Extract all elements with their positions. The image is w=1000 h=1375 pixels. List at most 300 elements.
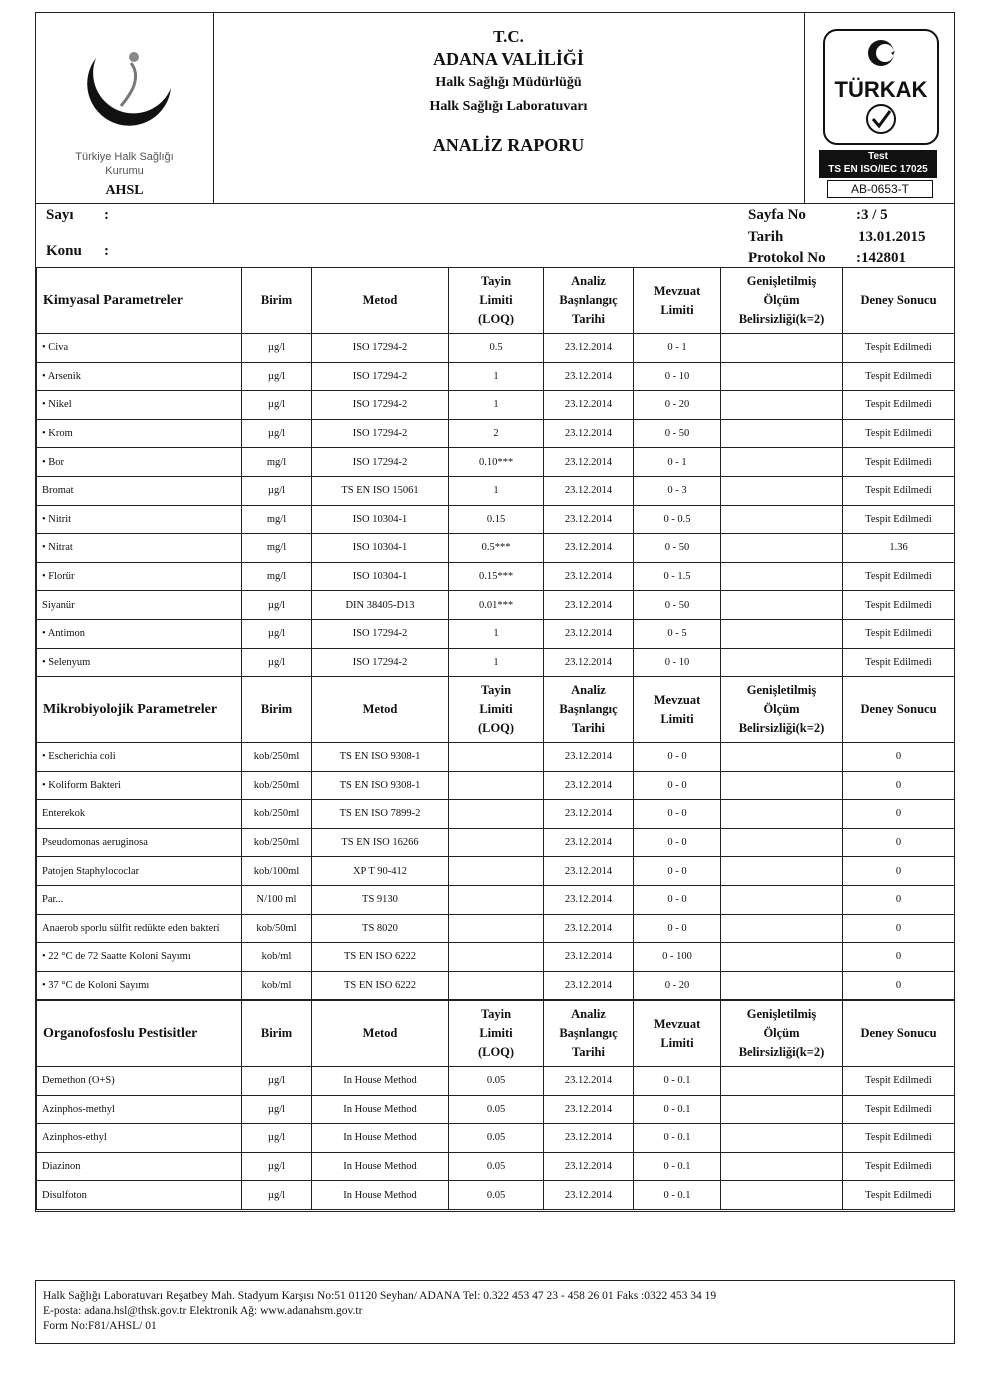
- col-gen-l1: Genişletilmiş: [746, 683, 817, 697]
- table-row: [37, 1152, 955, 1181]
- section-title: Kimyasal Parametreler: [37, 268, 242, 334]
- section-title: Organofosfoslu Pestisitler: [37, 1001, 242, 1067]
- date-cell: 23.12.2014: [544, 591, 634, 620]
- col-gen-l2: Ölçüm: [763, 1026, 800, 1040]
- sayi-colon: :: [104, 207, 109, 223]
- result-cell: 0: [843, 914, 955, 943]
- col-analiz-l2: Başnlangıç: [559, 702, 618, 716]
- unit-cell: kob/ml: [242, 971, 312, 1000]
- parameter-name: • Nikel: [37, 391, 242, 420]
- turkak-brand: TÜRKAK: [834, 77, 928, 102]
- uncertainty-cell: [721, 391, 843, 420]
- table-row: [37, 534, 955, 563]
- sayfa-value: :3 / 5: [856, 207, 888, 223]
- date-cell: 23.12.2014: [544, 828, 634, 857]
- accreditation-label: Test: [868, 151, 888, 162]
- unit-cell: kob/250ml: [242, 800, 312, 829]
- loq-cell: 1: [449, 648, 544, 677]
- sayfa-label: Sayfa No: [748, 207, 806, 223]
- date-cell: 23.12.2014: [544, 391, 634, 420]
- loq-cell: [449, 857, 544, 886]
- report-header: [36, 13, 954, 204]
- uncertainty-cell: [721, 885, 843, 914]
- method-cell: In House Method: [312, 1067, 449, 1096]
- col-gen-l3: Belirsizliği(k=2): [738, 721, 825, 735]
- date-cell: 23.12.2014: [544, 943, 634, 972]
- limit-cell: 0 - 1: [634, 334, 721, 363]
- loq-cell: [449, 743, 544, 772]
- loq-cell: 1: [449, 362, 544, 391]
- parameter-name: • Selenyum: [37, 648, 242, 677]
- col-belirsizlik: [721, 268, 843, 334]
- laboratory: Halk Sağlığı Laboratuvarı: [429, 99, 588, 114]
- date-cell: 23.12.2014: [544, 476, 634, 505]
- col-mevzuat: [634, 677, 721, 743]
- method-cell: ISO 10304-1: [312, 534, 449, 563]
- col-analiz-l3: Tarihi: [572, 312, 605, 326]
- loq-cell: 0.05: [449, 1124, 544, 1153]
- method-cell: ISO 17294-2: [312, 362, 449, 391]
- uncertainty-cell: [721, 534, 843, 563]
- institution-logo-box: [36, 13, 214, 203]
- parameter-name: • Arsenik: [37, 362, 242, 391]
- result-cell: 0: [843, 800, 955, 829]
- method-cell: ISO 17294-2: [312, 648, 449, 677]
- parameter-name: • 37 °C de Koloni Sayımı: [37, 971, 242, 1000]
- loq-cell: [449, 943, 544, 972]
- method-cell: In House Method: [312, 1152, 449, 1181]
- unit-cell: mg/l: [242, 505, 312, 534]
- col-analiz-l2: Başnlangıç: [559, 293, 618, 307]
- table-row: [37, 362, 955, 391]
- loq-cell: 1: [449, 619, 544, 648]
- konu-colon: :: [104, 243, 109, 259]
- unit-cell: µg/l: [242, 1152, 312, 1181]
- result-cell: 0: [843, 857, 955, 886]
- uncertainty-cell: [721, 619, 843, 648]
- col-loq-l3: (LOQ): [477, 1045, 515, 1059]
- report-info: [36, 203, 954, 268]
- unit-cell: µg/l: [242, 1181, 312, 1210]
- unit-cell: mg/l: [242, 534, 312, 563]
- method-cell: ISO 10304-1: [312, 562, 449, 591]
- unit-cell: µg/l: [242, 334, 312, 363]
- unit-cell: µg/l: [242, 619, 312, 648]
- result-cell: Tespit Edilmedi: [843, 391, 955, 420]
- col-analiz-l2: Başnlangıç: [559, 1026, 618, 1040]
- col-analiz-l3: Tarihi: [572, 721, 605, 735]
- col-belirsizlik: [721, 677, 843, 743]
- col-birim: Birim: [242, 677, 312, 743]
- method-cell: TS 8020: [312, 914, 449, 943]
- uncertainty-cell: [721, 828, 843, 857]
- loq-cell: [449, 800, 544, 829]
- loq-cell: 1: [449, 391, 544, 420]
- result-cell: 0: [843, 885, 955, 914]
- method-cell: TS EN ISO 6222: [312, 971, 449, 1000]
- institution-line1: Türkiye Halk Sağlığı: [75, 151, 174, 163]
- date-cell: 23.12.2014: [544, 914, 634, 943]
- uncertainty-cell: [721, 334, 843, 363]
- col-gen-l3: Belirsizliği(k=2): [738, 1045, 825, 1059]
- loq-cell: [449, 971, 544, 1000]
- result-cell: 0: [843, 971, 955, 1000]
- result-cell: Tespit Edilmedi: [843, 1124, 955, 1153]
- table-row: [37, 476, 955, 505]
- col-mevzuat-l1: Mevzuat: [653, 283, 701, 298]
- col-belirsizlik: [721, 1001, 843, 1067]
- limit-cell: 0 - 3: [634, 476, 721, 505]
- parameter-name: Bromat: [37, 476, 242, 505]
- uncertainty-cell: [721, 743, 843, 772]
- result-cell: Tespit Edilmedi: [843, 591, 955, 620]
- uncertainty-cell: [721, 419, 843, 448]
- table-row: [37, 1067, 955, 1096]
- unit-cell: kob/250ml: [242, 828, 312, 857]
- limit-cell: 0 - 20: [634, 971, 721, 1000]
- uncertainty-cell: [721, 476, 843, 505]
- result-cell: Tespit Edilmedi: [843, 1095, 955, 1124]
- tc-label: T.C.: [493, 27, 524, 46]
- table-row: [37, 828, 955, 857]
- loq-cell: 0.05: [449, 1067, 544, 1096]
- tarih-label: Tarih: [748, 229, 784, 245]
- loq-cell: 0.15: [449, 505, 544, 534]
- konu-label: Konu: [46, 243, 82, 259]
- col-analiz: [544, 1001, 634, 1067]
- date-cell: 23.12.2014: [544, 1181, 634, 1210]
- parameter-name: • 22 °C de 72 Saatte Koloni Sayımı: [37, 943, 242, 972]
- limit-cell: 0 - 50: [634, 591, 721, 620]
- date-cell: 23.12.2014: [544, 448, 634, 477]
- result-cell: Tespit Edilmedi: [843, 1152, 955, 1181]
- limit-cell: 0 - 0: [634, 885, 721, 914]
- limit-cell: 0 - 0: [634, 828, 721, 857]
- col-loq-l1: Tayin: [480, 683, 512, 697]
- result-cell: 0: [843, 771, 955, 800]
- limit-cell: 0 - 20: [634, 391, 721, 420]
- limit-cell: 0 - 10: [634, 648, 721, 677]
- limit-cell: 0 - 0: [634, 800, 721, 829]
- col-analiz-l3: Tarihi: [572, 1045, 605, 1059]
- col-mevzuat-l2: Limiti: [660, 1035, 694, 1050]
- loq-cell: [449, 771, 544, 800]
- unit-cell: N/100 ml: [242, 885, 312, 914]
- footer-form-no: Form No:F81/AHSL/ 01: [43, 1320, 157, 1332]
- col-loq: [449, 1001, 544, 1067]
- uncertainty-cell: [721, 943, 843, 972]
- governorship: ADANA VALİLİĞİ: [433, 49, 584, 69]
- institution-line2: Kurumu: [105, 165, 144, 177]
- limit-cell: 0 - 0.1: [634, 1181, 721, 1210]
- date-cell: 23.12.2014: [544, 419, 634, 448]
- result-cell: Tespit Edilmedi: [843, 448, 955, 477]
- limit-cell: 0 - 0: [634, 914, 721, 943]
- uncertainty-cell: [721, 971, 843, 1000]
- col-mevzuat: [634, 1001, 721, 1067]
- date-cell: 23.12.2014: [544, 362, 634, 391]
- result-cell: 0: [843, 743, 955, 772]
- loq-cell: 2: [449, 419, 544, 448]
- col-mevzuat-l1: Mevzuat: [653, 692, 701, 707]
- table-header-row: [37, 1001, 955, 1067]
- result-cell: Tespit Edilmedi: [843, 562, 955, 591]
- table-row: [37, 885, 955, 914]
- result-cell: 0: [843, 943, 955, 972]
- col-loq-l1: Tayin: [480, 1007, 512, 1021]
- turkak-badge: [823, 29, 939, 145]
- date-cell: 23.12.2014: [544, 1152, 634, 1181]
- table-row: [37, 800, 955, 829]
- col-mevzuat-l2: Limiti: [660, 302, 694, 317]
- uncertainty-cell: [721, 362, 843, 391]
- result-cell: Tespit Edilmedi: [843, 1067, 955, 1096]
- unit-cell: mg/l: [242, 562, 312, 591]
- table-row: [37, 505, 955, 534]
- uncertainty-cell: [721, 1152, 843, 1181]
- uncertainty-cell: [721, 771, 843, 800]
- result-cell: 0: [843, 828, 955, 857]
- unit-cell: mg/l: [242, 448, 312, 477]
- parameter-name: • Civa: [37, 334, 242, 363]
- unit-cell: µg/l: [242, 1067, 312, 1096]
- uncertainty-cell: [721, 857, 843, 886]
- limit-cell: 0 - 100: [634, 943, 721, 972]
- loq-cell: 0.01***: [449, 591, 544, 620]
- accreditation-box: [804, 13, 955, 203]
- uncertainty-cell: [721, 448, 843, 477]
- result-cell: Tespit Edilmedi: [843, 619, 955, 648]
- parameter-name: Pseudomonas aeruginosa: [37, 828, 242, 857]
- uncertainty-cell: [721, 1067, 843, 1096]
- result-cell: Tespit Edilmedi: [843, 476, 955, 505]
- table-row: [37, 391, 955, 420]
- method-cell: ISO 17294-2: [312, 419, 449, 448]
- uncertainty-cell: [721, 800, 843, 829]
- col-metod: Metod: [312, 677, 449, 743]
- col-sonuc: Deney Sonucu: [843, 1001, 955, 1067]
- col-analiz: [544, 268, 634, 334]
- limit-cell: 0 - 50: [634, 534, 721, 563]
- unit-cell: µg/l: [242, 476, 312, 505]
- col-loq-l3: (LOQ): [477, 721, 515, 735]
- uncertainty-cell: [721, 914, 843, 943]
- report-footer: [35, 1280, 955, 1344]
- method-cell: TS EN ISO 6222: [312, 943, 449, 972]
- unit-cell: µg/l: [242, 591, 312, 620]
- table-row: [37, 1124, 955, 1153]
- method-cell: In House Method: [312, 1095, 449, 1124]
- parameter-name: Disulfoton: [37, 1181, 242, 1210]
- limit-cell: 0 - 0: [634, 857, 721, 886]
- date-cell: 23.12.2014: [544, 1095, 634, 1124]
- unit-cell: µg/l: [242, 391, 312, 420]
- table-row: [37, 743, 955, 772]
- col-gen-l2: Ölçüm: [763, 293, 800, 307]
- uncertainty-cell: [721, 1124, 843, 1153]
- date-cell: 23.12.2014: [544, 1124, 634, 1153]
- sayi-label: Sayı: [46, 207, 74, 223]
- col-analiz-l1: Analiz: [571, 683, 606, 697]
- loq-cell: 0.05: [449, 1181, 544, 1210]
- uncertainty-cell: [721, 1095, 843, 1124]
- method-cell: TS EN ISO 9308-1: [312, 743, 449, 772]
- method-cell: TS EN ISO 16266: [312, 828, 449, 857]
- directorate: Halk Sağlığı Müdürlüğü: [435, 75, 582, 90]
- method-cell: XP T 90-412: [312, 857, 449, 886]
- limit-cell: 0 - 50: [634, 419, 721, 448]
- col-mevzuat-l2: Limiti: [660, 711, 694, 726]
- loq-cell: 0.5***: [449, 534, 544, 563]
- parameter-name: • Florür: [37, 562, 242, 591]
- method-cell: TS 9130: [312, 885, 449, 914]
- result-cell: 1.36: [843, 534, 955, 563]
- chemical-parameters-table: [36, 267, 955, 677]
- limit-cell: 0 - 10: [634, 362, 721, 391]
- date-cell: 23.12.2014: [544, 1067, 634, 1096]
- col-gen-l1: Genişletilmiş: [746, 274, 817, 288]
- method-cell: In House Method: [312, 1124, 449, 1153]
- loq-cell: 0.05: [449, 1152, 544, 1181]
- uncertainty-cell: [721, 648, 843, 677]
- col-gen-l2: Ölçüm: [763, 702, 800, 716]
- date-cell: 23.12.2014: [544, 505, 634, 534]
- date-cell: 23.12.2014: [544, 800, 634, 829]
- table-row: [37, 334, 955, 363]
- parameter-name: • Nitrit: [37, 505, 242, 534]
- result-cell: Tespit Edilmedi: [843, 648, 955, 677]
- parameter-name: • Escherichia coli: [37, 743, 242, 772]
- unit-cell: kob/250ml: [242, 771, 312, 800]
- col-loq: [449, 677, 544, 743]
- table-row: [37, 771, 955, 800]
- date-cell: 23.12.2014: [544, 534, 634, 563]
- result-cell: Tespit Edilmedi: [843, 362, 955, 391]
- method-cell: ISO 10304-1: [312, 505, 449, 534]
- date-cell: 23.12.2014: [544, 885, 634, 914]
- limit-cell: 0 - 0.1: [634, 1067, 721, 1096]
- unit-cell: µg/l: [242, 419, 312, 448]
- date-cell: 23.12.2014: [544, 971, 634, 1000]
- protokol-value: :142801: [856, 250, 906, 266]
- col-gen-l3: Belirsizliği(k=2): [738, 312, 825, 326]
- method-cell: In House Method: [312, 1181, 449, 1210]
- loq-cell: 0.15***: [449, 562, 544, 591]
- parameter-name: • Bor: [37, 448, 242, 477]
- col-loq-l2: Limiti: [479, 702, 513, 716]
- footer-address: Halk Sağlığı Laboratuvarı Reşatbey Mah. Stadyum Karşısı No:51 01120 Seyhan/ ADANA Tel: 0.322 453 47 23 - 458 26 01 Faks :0322 453 34 19: [43, 1290, 717, 1302]
- unit-cell: kob/100ml: [242, 857, 312, 886]
- table-row: [37, 591, 955, 620]
- parameter-name: Enterekok: [37, 800, 242, 829]
- protokol-label: Protokol No: [748, 250, 826, 266]
- parameter-name: • Koliform Bakteri: [37, 771, 242, 800]
- table-row: [37, 648, 955, 677]
- method-cell: ISO 17294-2: [312, 391, 449, 420]
- table-row: [37, 943, 955, 972]
- parameter-name: • Antimon: [37, 619, 242, 648]
- parameter-name: • Nitrat: [37, 534, 242, 563]
- limit-cell: 0 - 0.1: [634, 1124, 721, 1153]
- footer-contact: E-posta: adana.hsl@thsk.gov.tr Elektronik Ağ: www.adanahsm.gov.tr: [43, 1305, 363, 1317]
- parameter-name: Par...: [37, 885, 242, 914]
- section-title: Mikrobiyolojik Parametreler: [37, 677, 242, 743]
- col-loq-l2: Limiti: [479, 1026, 513, 1040]
- unit-cell: kob/50ml: [242, 914, 312, 943]
- unit-cell: µg/l: [242, 1095, 312, 1124]
- unit-cell: µg/l: [242, 1124, 312, 1153]
- col-birim: Birim: [242, 1001, 312, 1067]
- loq-cell: 0.5: [449, 334, 544, 363]
- unit-cell: µg/l: [242, 648, 312, 677]
- col-mevzuat: [634, 268, 721, 334]
- method-cell: ISO 17294-2: [312, 334, 449, 363]
- table-row: [37, 619, 955, 648]
- col-sonuc: Deney Sonucu: [843, 268, 955, 334]
- table-row: [37, 448, 955, 477]
- col-mevzuat-l1: Mevzuat: [653, 1016, 701, 1031]
- microbiological-parameters-table: [36, 676, 955, 1000]
- parameter-name: Patojen Staphylococlar: [37, 857, 242, 886]
- parameter-name: Anaerob sporlu sülfit redükte eden bakteri: [37, 914, 242, 943]
- pesticides-table: [36, 1000, 955, 1210]
- table-row: [37, 1095, 955, 1124]
- date-cell: 23.12.2014: [544, 619, 634, 648]
- table-row: [37, 857, 955, 886]
- col-sonuc: Deney Sonucu: [843, 677, 955, 743]
- loq-cell: 1: [449, 476, 544, 505]
- method-cell: TS EN ISO 9308-1: [312, 771, 449, 800]
- parameter-name: Azinphos-methyl: [37, 1095, 242, 1124]
- date-cell: 23.12.2014: [544, 334, 634, 363]
- crescent-logo-icon: [76, 33, 176, 133]
- unit-cell: µg/l: [242, 362, 312, 391]
- report-page: [35, 12, 955, 1212]
- parameter-name: Azinphos-ethyl: [37, 1124, 242, 1153]
- parameter-name: Diazinon: [37, 1152, 242, 1181]
- unit-cell: kob/ml: [242, 943, 312, 972]
- method-cell: ISO 17294-2: [312, 448, 449, 477]
- col-analiz-l1: Analiz: [571, 1007, 606, 1021]
- date-cell: 23.12.2014: [544, 562, 634, 591]
- col-metod: Metod: [312, 1001, 449, 1067]
- col-loq: [449, 268, 544, 334]
- limit-cell: 0 - 1.5: [634, 562, 721, 591]
- loq-cell: [449, 828, 544, 857]
- col-loq-l2: Limiti: [479, 293, 513, 307]
- method-cell: TS EN ISO 15061: [312, 476, 449, 505]
- accreditation-standard: TS EN ISO/IEC 17025: [828, 164, 928, 175]
- limit-cell: 0 - 0.5: [634, 505, 721, 534]
- result-cell: Tespit Edilmedi: [843, 419, 955, 448]
- loq-cell: 0.05: [449, 1095, 544, 1124]
- table-row: [37, 419, 955, 448]
- institution-abbr: AHSL: [105, 183, 144, 198]
- limit-cell: 0 - 0.1: [634, 1095, 721, 1124]
- method-cell: TS EN ISO 7899-2: [312, 800, 449, 829]
- result-cell: Tespit Edilmedi: [843, 505, 955, 534]
- col-loq-l3: (LOQ): [477, 312, 515, 326]
- limit-cell: 0 - 0.1: [634, 1152, 721, 1181]
- table-row: [37, 1181, 955, 1210]
- col-birim: Birim: [242, 268, 312, 334]
- loq-cell: 0.10***: [449, 448, 544, 477]
- uncertainty-cell: [721, 562, 843, 591]
- limit-cell: 0 - 0: [634, 743, 721, 772]
- report-title: ANALİZ RAPORU: [432, 135, 585, 155]
- method-cell: ISO 17294-2: [312, 619, 449, 648]
- col-gen-l1: Genişletilmiş: [746, 1007, 817, 1021]
